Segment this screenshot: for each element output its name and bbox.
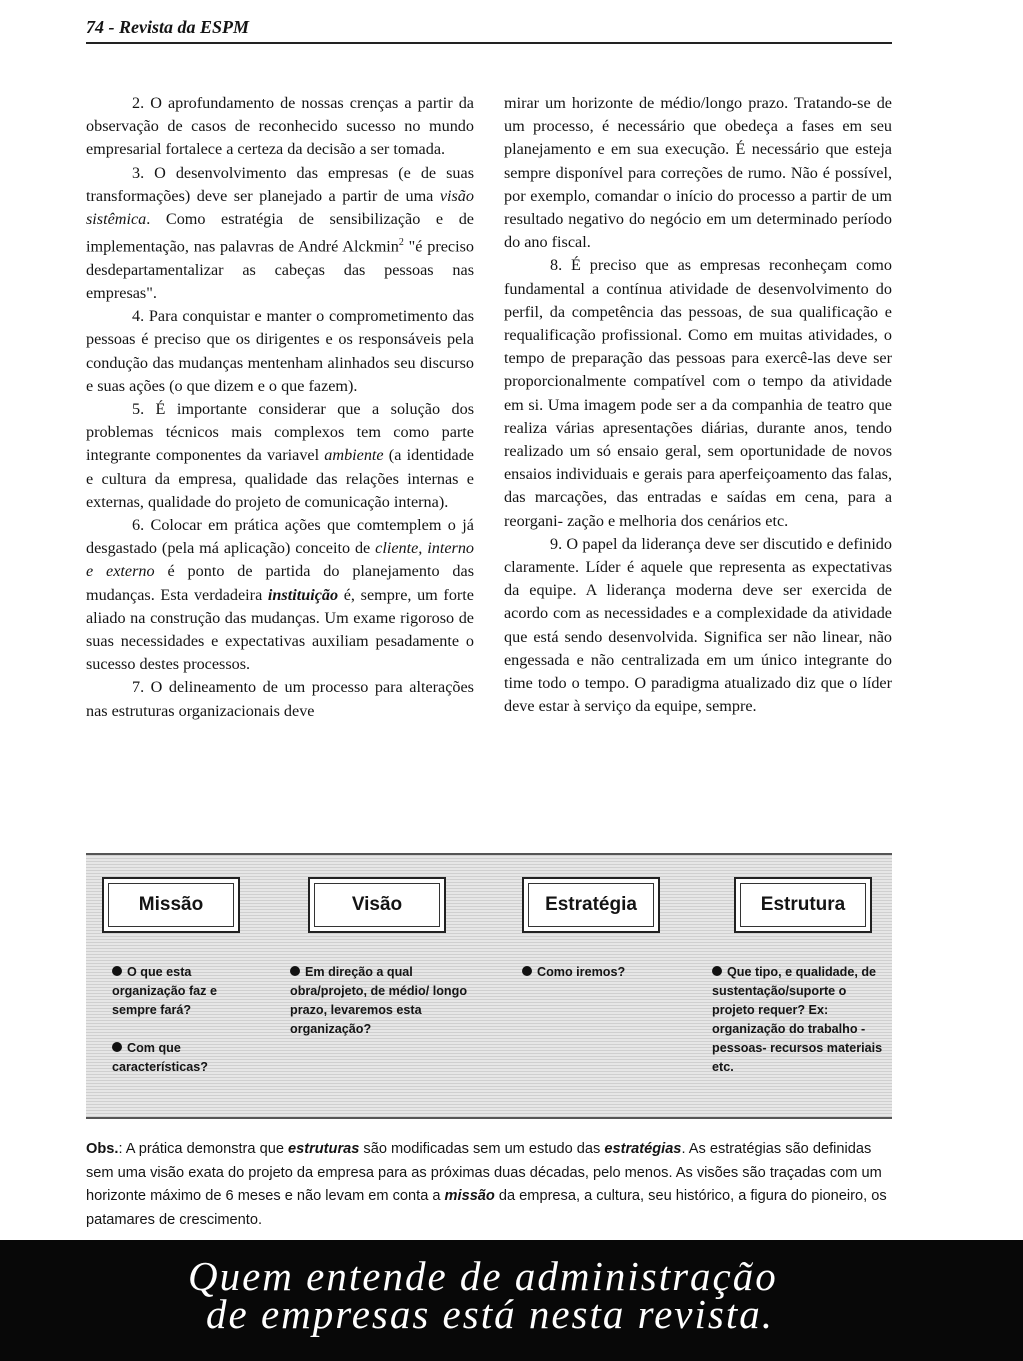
- missao-question-2: Com que características?: [112, 1041, 208, 1074]
- bullet-icon: [290, 966, 300, 976]
- list-item: [112, 963, 250, 1020]
- obs-label: Obs.: [86, 1141, 119, 1157]
- missao-box: [102, 877, 240, 933]
- obs-text-1: : A prática demonstra que: [118, 1141, 288, 1157]
- visao-box: [308, 877, 446, 933]
- estrategia-question-1: Como iremos?: [537, 965, 626, 979]
- estrutura-box: [734, 877, 872, 933]
- list-item: [290, 963, 470, 1039]
- paragraph-3: [86, 162, 474, 306]
- paragraph-6-text-a: 6. Colocar em prática ações que comtemplem o já desgastado (pela má aplicação) conceito de: [86, 516, 474, 558]
- list-item: [112, 1039, 250, 1077]
- paragraph-5-text-b: (a identidade e cultura da empresa, qualidade das relações internas e externas, qualidade do projeto de comunicação interna).: [86, 446, 474, 511]
- missao-question-1: O que esta organização faz e sempre fará?: [112, 965, 217, 1017]
- estrutura-questions: [712, 963, 886, 1077]
- strategy-diagram: [86, 853, 892, 1119]
- estrategia-questions: [522, 963, 682, 982]
- estrategia-title: Estratégia: [545, 894, 637, 915]
- paragraph-6-text-c: é, sempre, um forte aliado na construção das mudanças. Um exame rigoroso de suas necessidades e expectativas auxiliam pesadamente o sucesso destes processos.: [86, 585, 474, 674]
- footnote-marker: 2: [398, 237, 404, 249]
- bullet-icon: [712, 966, 722, 976]
- bullet-icon: [112, 1042, 122, 1052]
- banner-line-1: Quem entende de administração: [188, 1253, 778, 1299]
- paragraph-4: 4. Para conquistar e manter o comprometimento das pessoas é preciso que os dirigentes e os responsáveis pela condução das mudanças mentenham alinhados seu discurso e suas ações (o que dizem e o que fazem).: [86, 307, 474, 395]
- paragraph-3-text-a: 3. O desenvolvimento das empresas (e de suas transformações) deve ser planejado a partir de uma: [86, 163, 474, 205]
- obs-emphasis-missao: missão: [444, 1188, 495, 1204]
- advertising-banner: [0, 1240, 1023, 1361]
- emphasis-ambiente: ambiente: [324, 446, 384, 465]
- obs-text-3: . As estratégias são definidas sem uma visão exata do projeto da empresa para as próximas duas décadas, pelo menos. As visões são traçadas com um horizonte máximo de 6 meses e não levam em conta a: [86, 1141, 882, 1204]
- list-item: [522, 963, 682, 982]
- list-item: [712, 963, 886, 1077]
- paragraph-5-text-a: 5. É importante considerar que a solução dos problemas técnicos mais complexos tem como parte integrante componentes da variavel: [86, 400, 474, 465]
- obs-emphasis-estrategias: estratégias: [604, 1141, 682, 1157]
- emphasis-cliente: cliente, interno e externo: [86, 539, 475, 581]
- page-header: [86, 14, 892, 44]
- obs-text-4: da empresa, a cultura, seu histórico, a figura do pioneiro, os patamares de crescimento.: [86, 1188, 887, 1228]
- paragraph-2: 2. O aprofundamento de nossas crenças a partir da observação de casos de reconhecido sucesso no mundo empresarial fortalece a certeza da decisão a ser tomada.: [86, 94, 474, 159]
- missao-title: Missão: [138, 894, 204, 915]
- paragraph-3-text-c: "é preciso desdepartamentalizar as cabeças das pessoas nas empresas".: [86, 237, 474, 303]
- bullet-icon: [112, 966, 122, 976]
- bullet-icon: [522, 966, 532, 976]
- right-column: [504, 92, 892, 718]
- paragraph-6-text-b: é ponto de partida do planejamento das mudanças. Esta verdadeira: [86, 562, 474, 604]
- estrategia-box: [522, 877, 660, 933]
- visao-question-1: Em direção a qual obra/projeto, de médio/ longo prazo, levaremos esta organização?: [290, 965, 468, 1036]
- missao-questions: [112, 963, 250, 1077]
- visao-title: Visão: [351, 894, 403, 915]
- running-title: 74 - Revista da ESPM: [86, 17, 250, 37]
- visao-questions: [290, 963, 470, 1039]
- banner-line-2: de empresas está nesta revista.: [206, 1291, 774, 1337]
- paragraph-3-text-b: . Como estratégia de sensibilização e de implementação, nas palavras de André Alckmin: [86, 210, 474, 256]
- left-column: [86, 92, 474, 723]
- observation-note: [86, 1138, 892, 1232]
- paragraph-6: [86, 514, 474, 676]
- paragraph-7-start: 7. O delineamento de um processo para alterações nas estruturas organizacionais deve: [86, 678, 474, 720]
- obs-emphasis-estruturas: estruturas: [288, 1141, 360, 1157]
- obs-text-2: são modificadas sem um estudo das: [359, 1141, 605, 1157]
- paragraph-9: 9. O papel da liderança deve ser discutido e definido claramente. Líder é aquele que representa as expectativas da equipe. A liderança moderna deve ser exercida de acordo com as necessidades e a complexidade da atividade que está sendo desenvolvida. Significa ser não linear, não engessada e não centralizada em um único integrante do time todo o tempo. O paradigma atualizado diz que o líder deve estar à serviço da equipe, sempre.: [504, 534, 892, 716]
- paragraph-5: [86, 398, 474, 514]
- paragraph-7-end: mirar um horizonte de médio/longo prazo. Tratando-se de um processo, é necessário que obedeça a fases em seu planejamento e em sua execução. É necessário que esteja sempre disponível para correções de rumo. Não é possível, por exemplo, comandar o início do processo a partir de um resultado negativo do negócio em um determinado período do ano fiscal.: [504, 94, 892, 252]
- paragraph-8: 8. É preciso que as empresas reconheçam como fundamental a contínua atividade de desenvolvimento do perfil, da competência das pessoas, de sua qualificação e requalificação profissional. Como em muitas atividades, o tempo de preparação das pessoas para exercê-las deve ser proporcionalmente compatível com o tempo da atividade em si. Uma imagem pode ser a da companhia de teatro que realiza várias apresentações diárias, durante anos, tendo realizado um só ensaio geral, sem oportunidade de novos ensaios individuais e gerais para aperfeiçoamento das falas, das marcações, das entradas e saídas em cena, para a reorgani- zação e melhoria dos cenários etc.: [504, 256, 892, 530]
- emphasis-visao-sistemica: visão sistêmica: [86, 186, 474, 229]
- estrutura-title: Estrutura: [760, 894, 846, 915]
- estrutura-question-1: Que tipo, e qualidade, de sustentação/suporte o projeto requer? Ex: organização do trabalho - pessoas- recursos materiais etc.: [712, 965, 883, 1074]
- emphasis-instituicao: instituição: [267, 585, 339, 604]
